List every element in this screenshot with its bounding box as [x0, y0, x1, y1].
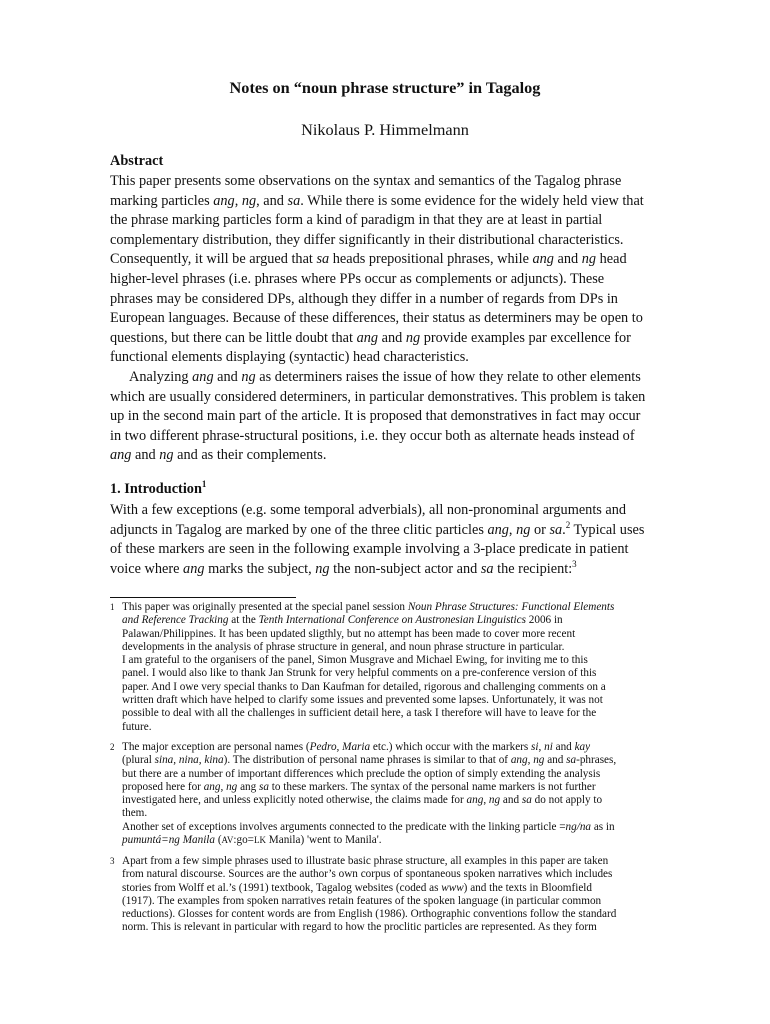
text-line: them.	[122, 807, 148, 820]
abstract-paragraph-2	[110, 368, 686, 466]
text-line: up in the second main part of the article. It is proposed that demonstratives in fact may occur	[110, 408, 641, 425]
footnote-text	[110, 741, 700, 847]
text-line: adjuncts in Tagalog are marked by one of the three clitic particles ang, ng or sa.$^2$ Typical uses	[110, 519, 645, 538]
text-line: possible to deal with all the challenges in sufficient detail here, a task I therefore will have to leave for the	[122, 707, 597, 720]
abstract-section	[110, 151, 686, 466]
text-line: of these markers are seen in the following example involving a 3-place predicate in patient	[110, 541, 629, 558]
author-name: Nikolaus P. Himmelmann	[301, 120, 469, 139]
footnote-3	[110, 855, 700, 935]
footnote-2	[110, 741, 700, 847]
footnote-separator	[110, 597, 296, 598]
text-line: which are usually considered determiners, in particular demonstratives. This problem is taken	[110, 388, 646, 405]
text-line: Palawan/Philippines. It has been updated sligthly, but no attempt has been made to cover more recent	[122, 627, 576, 640]
text-line: norm. This is relevant in particular with regard to how the proclitic particles are represented. As they form	[122, 921, 597, 934]
text-line: complementary distribution, they differ significantly in their distributional characteristics.	[110, 231, 624, 248]
introduction-section	[110, 479, 686, 579]
footnote-text	[110, 601, 700, 734]
introduction-heading: 1. Introduction$^1$	[110, 479, 207, 497]
text-line: marking particles ang, ng, and sa. While there is some evidence for the widely held view that	[110, 192, 644, 209]
text-line: but there are a number of important differences which preclude the option of simply extending the analysis	[122, 767, 601, 780]
text-line: developments in the analysis of phrase structure in general, and noun phrase structure in particular.	[122, 640, 565, 653]
text-line: ang and ng and as their complements.	[110, 447, 327, 464]
text-line: panel. I would also like to thank Jan Strunk for very helpful comments on a pre-conference version of this	[122, 667, 597, 680]
footnote-number: 3	[110, 856, 115, 866]
introduction-paragraph	[110, 501, 686, 579]
text-line: phrases may be considered DPs, although they differ in a number of regards from DPs in	[110, 290, 618, 307]
text-line: in two different phrase-structural positions, i.e. they occur both as alternate heads instead of	[110, 427, 635, 444]
text-line: written draft which have helped to clarify some issues and prevented some lapses. Unfortunately, it was not	[122, 694, 603, 707]
text-line: This paper was originally presented at the special panel session Noun Phrase Structures: Functional Elements	[122, 601, 615, 613]
text-line: (plural sina, nina, kina). The distribution of personal name phrases is similar to that of ang, ng and sa-phrases,	[122, 754, 617, 767]
text-line: functional elements displaying (syntactic) head characteristics.	[110, 349, 469, 366]
paper-title: Notes on “noun phrase structure” in Tagalog	[229, 78, 541, 97]
abstract-paragraph-1	[110, 172, 686, 368]
text-line: The major exception are personal names (Pedro, Maria etc.) which occur with the markers si, ni and kay	[122, 741, 591, 753]
text-line: from natural discourse. Sources are the author’s own corpus of spontaneous spoken narratives which includes	[122, 868, 613, 881]
text-line: Analyzing ang and ng as determiners raises the issue of how they relate to other elements	[129, 368, 641, 385]
text-line: I am grateful to the organisers of the panel, Simon Musgrave and Michael Ewing, for inviting me to this	[122, 654, 588, 667]
text-line: higher-level phrases (i.e. phrases where PPs occur as complements or adjuncts). These	[110, 270, 605, 287]
footnote-text	[110, 855, 700, 935]
text-line: reductions). Glosses for content words are from English (1986). Orthographic conventions follow the standard	[122, 908, 617, 921]
text-line: the phrase marking particles form a kind of paradigm in that they are at least in partial	[110, 212, 603, 229]
text-line: Consequently, it will be argued that sa heads prepositional phrases, while ang and ng head	[110, 251, 627, 268]
text-line: future.	[122, 720, 152, 733]
text-line: European languages. Because of these differences, their status as determiners may be open to	[110, 310, 643, 327]
text-line: investigated here, and unless explicitly noted otherwise, the claims made for ang, ng and sa do not apply to	[122, 794, 603, 807]
text-line: Apart from a few simple phrases used to illustrate basic phrase structure, all examples in this paper are taken	[122, 855, 609, 867]
text-line: Another set of exceptions involves arguments connected to the predicate with the linking particle =ng/na as in	[122, 820, 615, 833]
text-line: and Reference Tracking at the Tenth International Conference on Austronesian Linguistics 2006 in	[122, 614, 563, 627]
text-line: (1917). The examples from spoken narratives retain features of the spoken language (in particular common	[122, 894, 602, 907]
abstract-heading: Abstract	[110, 153, 164, 169]
footnote-number: 1	[110, 602, 115, 612]
text-line: stories from Wolff et al.’s (1991) textbook, Tagalog websites (coded as www) and the texts in Bloomfield	[122, 881, 592, 894]
text-line: proposed here for ang, ng ang sa to these markers. The syntax of the personal name markers is not further	[122, 780, 596, 793]
text-line: paper. And I owe very special thanks to Dan Kaufman for detailed, rigorous and challenging comments on a	[122, 680, 606, 693]
text-line: pumuntá=ng Manila (AV:go=LK Manila) 'went to Manila'.	[122, 834, 382, 847]
footnote-number: 2	[110, 742, 115, 752]
footnote-1	[110, 601, 700, 734]
text-line: questions, but there can be little doubt that ang and ng provide examples par excellence for	[110, 329, 631, 346]
text-line: With a few exceptions (e.g. some temporal adverbials), all non-pronominal arguments and	[110, 502, 627, 518]
text-line: voice where ang marks the subject, ng the non-subject actor and sa the recipient:$^3$	[110, 559, 577, 577]
text-line: This paper presents some observations on the syntax and semantics of the Tagalog phrase	[110, 173, 622, 189]
